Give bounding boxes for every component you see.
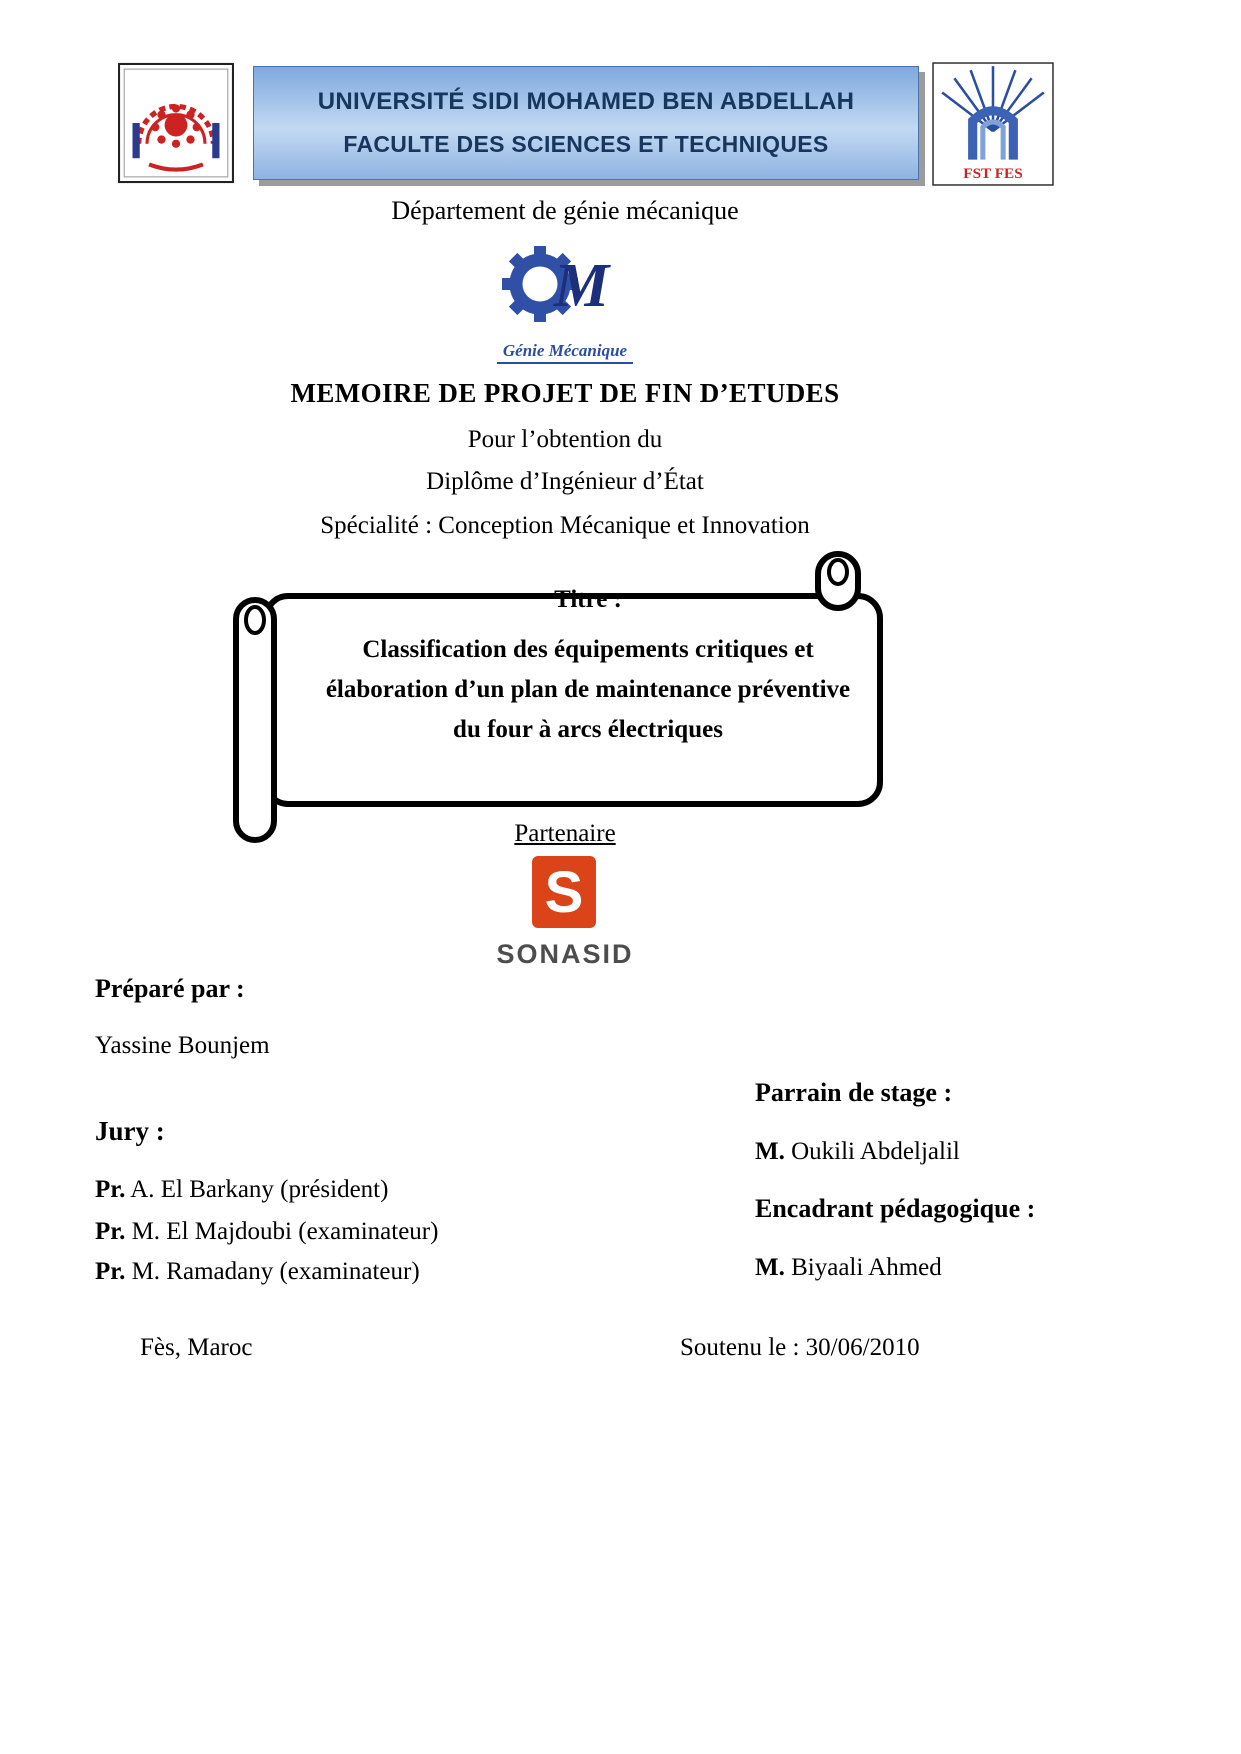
jury-member: [95, 1258, 420, 1286]
encadrant-name: [755, 1254, 942, 1282]
gm-monogram: M: [554, 252, 610, 320]
encadrant-label: Encadrant pédagogique :: [755, 1194, 1036, 1223]
encadrant-name-text: Biyaali Ahmed: [791, 1254, 942, 1281]
parrain-name-text: Oukili Abdeljalil: [791, 1138, 960, 1165]
university-name: UNIVERSITÉ SIDI MOHAMED BEN ABDELLAH: [317, 88, 855, 115]
memoire-title: MEMOIRE DE PROJET DE FIN D’ETUDES: [290, 378, 840, 408]
encadrant-name-title: M.: [755, 1254, 785, 1281]
jury-member-title: Pr.: [95, 1258, 126, 1285]
prepared-by-name: Yassine Bounjem: [95, 1032, 270, 1059]
jury-member: [95, 1176, 388, 1204]
thesis-title-line-2: élaboration d’un plan de maintenance préventive: [325, 676, 851, 703]
thesis-title-line-1: Classification des équipements critiques et: [362, 636, 814, 663]
thesis-title: [290, 630, 886, 750]
faculty-name: FACULTE DES SCIENCES ET TECHNIQUES: [343, 131, 829, 157]
titre-label: Titre :: [554, 586, 622, 613]
sonasid-emblem: [530, 854, 600, 932]
sonasid-logo-block: [0, 854, 1130, 970]
gear-monogram-graphic: [490, 242, 640, 338]
jury-member-title: Pr.: [95, 1176, 126, 1203]
parrain-name: [755, 1138, 960, 1166]
thesis-title-line-3: du four à arcs électriques: [453, 716, 723, 743]
jury-member-name: M. El Majdoubi (examinateur): [131, 1218, 439, 1245]
specialty-line: Spécialité : Conception Mécanique et Innovation: [320, 512, 810, 539]
genie-mecanique-logo: [0, 242, 1130, 364]
jury-member-name: A. El Barkany (président): [130, 1176, 389, 1203]
sonasid-monogram: S: [544, 860, 584, 925]
obtention-line: Pour l’obtention du: [467, 426, 663, 453]
jury-label: Jury :: [95, 1116, 165, 1146]
scroll-text: [290, 548, 886, 750]
sonasid-wordmark: SONASID: [496, 939, 634, 969]
footer-defense-date: Soutenu le : 30/06/2010: [680, 1334, 920, 1361]
title-scroll: [228, 548, 912, 848]
diploma-line: Diplôme d’Ingénieur d’État: [426, 468, 704, 495]
jury-member-name: M. Ramadany (examinateur): [131, 1258, 420, 1285]
gm-logo-label: Génie Mécanique: [497, 341, 633, 364]
prepared-by-label: Préparé par :: [95, 974, 245, 1003]
parrain-name-title: M.: [755, 1138, 785, 1165]
partner-label: Partenaire: [514, 820, 616, 847]
jury-member: [95, 1218, 438, 1246]
department-line: Département de génie mécanique: [391, 196, 739, 225]
jury-member-title: Pr.: [95, 1218, 126, 1245]
footer-location: Fès, Maroc: [140, 1334, 253, 1361]
parrain-label: Parrain de stage :: [755, 1078, 953, 1107]
fst-logo-caption: FST FES: [963, 164, 1023, 182]
